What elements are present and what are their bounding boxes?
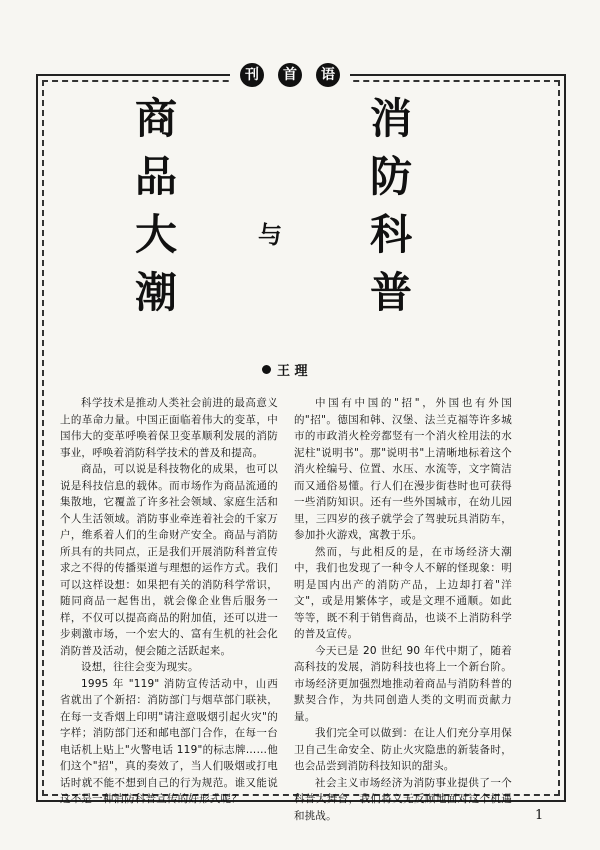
section-badge <box>230 62 350 88</box>
badge-char: 首 <box>278 63 302 87</box>
paragraph: 设想，往往会变为现实。 <box>81 661 199 673</box>
title-char: 科 <box>370 210 453 259</box>
title-char: 品 <box>135 152 218 201</box>
title-char: 商 <box>135 94 218 143</box>
paragraph: 1995 年 "119" 消防宣传活动中，山西省就出了个新招：消防部门与烟草部门联袂，在每一支香烟上印明"请注意吸烟引起火灾"的字样；消防部门还和邮电部门合作，在每一台电话机上贴上"火警电话 119"的标志牌……他们这个"招"，真的奏效了，当人们吸烟或打电话时就不能不想到自己的行为规范。谁又能说这不是一种消防科普宣传的好形式呢？ <box>60 677 278 805</box>
paragraph: 科学技术是推动人类社会前进的最高意义上的革命力量。中国正面临着伟大的变革，中国伟大的变革呼唤着保卫变革顺利发展的消防事业，呼唤着消防科学技术的普及和提高。 <box>60 397 278 459</box>
bullet-icon <box>262 365 271 374</box>
article-column-left <box>60 395 278 808</box>
byline <box>262 360 308 379</box>
paragraph: 然而，与此相反的是，在市场经济大潮中，我们也发现了一种令人不解的怪现象：明明是国内出产的消防产品，上边却打着"洋文"，或是用繁体字，或是文理不通顺。如此等等，既不利于销售商品，也谈不上消防科学的普及宣传。 <box>294 545 512 640</box>
title-connector: 与 <box>258 221 282 249</box>
article-column-right <box>294 395 512 824</box>
title-right-column <box>370 94 453 330</box>
title-left-column <box>135 94 218 330</box>
title-char: 普 <box>370 268 453 317</box>
paragraph: 商品，可以说是科技物化的成果，也可以说是科技信息的载体。而市场作为商品流通的集散地，它覆盖了许多社会领域、家庭生活和个人生活领域。消防事业牵连着社会的千家万户，维系着人们的生命财产安全。商品与消防所具有的共同点，正是我们开展消防科普宣传求之不得的传播渠道与理想的运作方式。我们可以这样设想：如果把有关的消防科学常识，随同商品一起售出，就会像企业售后服务一样，不仅可以提高商品的附加值，还可以进一步刺激市场，一个宏大的、富有生机的社会化消防普及活动，便会随之活跃起来。 <box>60 463 278 657</box>
title-char: 大 <box>135 210 218 259</box>
paragraph: 我们完全可以做到：在让人们充分享用保卫自己生命安全、防止火灾隐患的新装备时，也会品尝到消防科技知识的甜头。 <box>294 727 512 772</box>
title-char: 防 <box>370 152 453 201</box>
badge-char: 刊 <box>240 63 264 87</box>
badge-char: 语 <box>316 63 340 87</box>
paragraph: 今天已是 20 世纪 90 年代中期了，随着高科技的发展，消防科技也将上一个新台阶。市场经济更加强烈地推动着商品与消防科普的默契合作，为共同创造人类的文明而贡献力量。 <box>294 644 512 723</box>
paragraph: 中国有中国的"招"，外国也有外国的"招"。德国和韩、汉堡、法兰克福等许多城市的市政消火栓旁都竖有一个消火栓用法的水泥柱"说明书"。那"说明书"上清晰地标着这个消火栓编号、位置、水压、水流等，文字简洁而又通俗易懂。行人们在漫步街巷时也可获得一些消防知识。还有一些外国城市，在幼儿园里，三四岁的孩子就学会了驾驶玩具消防车，参加扑火游戏，寓教于乐。 <box>294 397 512 541</box>
title-char: 消 <box>370 94 453 143</box>
page-number: 1 <box>535 808 544 823</box>
author-name: 王 理 <box>277 364 308 379</box>
title-char: 潮 <box>135 268 218 317</box>
paragraph: 社会主义市场经济为消防事业提供了一个科普大舞台，我们将义无反顾地面对这个机遇和挑战。 <box>294 776 512 822</box>
